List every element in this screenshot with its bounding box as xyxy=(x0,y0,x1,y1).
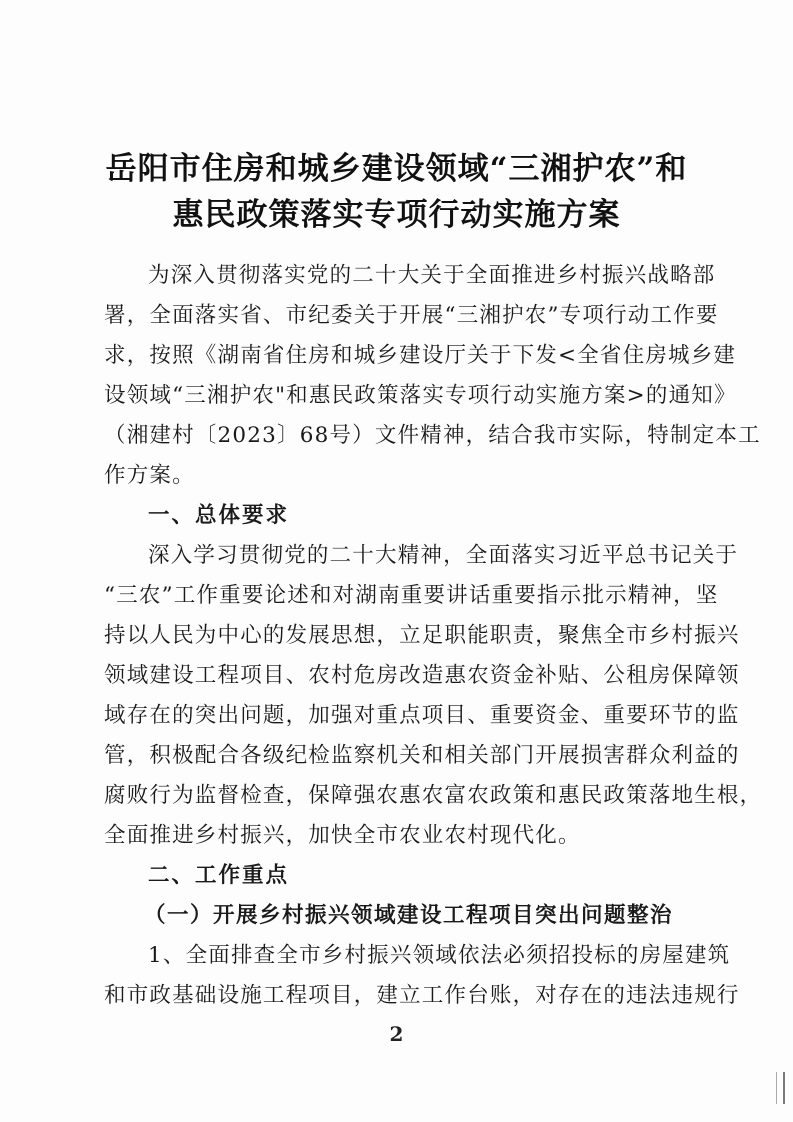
intro-paragraph-line: （湘建村〔2023〕68号）文件精神，结合我市实际，特制定本工 xyxy=(104,423,761,448)
section1-paragraph-line: 域存在的突出问题，加强对重点项目、重要资金、重要环节的监 xyxy=(104,703,740,728)
intro-paragraph-line: 署，全面落实省、市纪委关于开展“三湘护农”专项行动工作要 xyxy=(104,303,719,328)
item1-paragraph-line: 和市政基础设施工程项目，建立工作台账，对存在的违法违规行 xyxy=(104,983,740,1008)
section1-paragraph-line: 深入学习贯彻党的二十大精神，全面落实习近平总书记关于 xyxy=(148,543,739,568)
intro-paragraph-line: 设领域“三湘护农"和惠民政策落实专项行动实施方案>的通知》 xyxy=(104,383,737,408)
subsection-heading-rural-projects: （一）开展乡村振兴领域建设工程项目突出问题整治 xyxy=(144,903,674,928)
section1-paragraph-line: 领域建设工程项目、农村危房改造惠农资金补贴、公租房保障领 xyxy=(104,663,740,688)
intro-paragraph-line: 作方案。 xyxy=(104,463,195,488)
section1-paragraph-line: 持以人民为中心的发展思想，立足职能职责，聚焦全市乡村振兴 xyxy=(104,623,740,648)
section1-paragraph-line: 全面推进乡村振兴，加快全市农业农村现代化。 xyxy=(104,823,581,848)
section1-paragraph-line: “三农”工作重要论述和对湖南重要讲话重要指示批示精神，坚 xyxy=(104,583,719,608)
intro-paragraph-line: 为深入贯彻落实党的二十大关于全面推进乡村振兴战略部 xyxy=(148,263,716,288)
section1-paragraph-line: 腐败行为监督检查，保障强农惠农富农政策和惠民政策落地生根， xyxy=(104,783,763,808)
section1-paragraph-line: 管，积极配合各级纪检监察机关和相关部门开展损害群众利益的 xyxy=(104,743,740,768)
scan-edge-mark xyxy=(776,1072,785,1104)
item1-paragraph-line: 1、全面排查全市乡村振兴领域依法必须招投标的房屋建筑 xyxy=(148,943,731,968)
document-title-line-2: 惠民政策落实专项行动实施方案 xyxy=(172,197,621,233)
section-heading-work-priorities: 二、工作重点 xyxy=(148,863,290,888)
page-number: 2 xyxy=(389,1022,404,1046)
intro-paragraph-line: 求，按照《湖南省住房和城乡建设厅关于下发<全省住房城乡建 xyxy=(104,343,737,368)
document-title-line-1: 岳阳市住房和城乡建设领域“三湘护农”和 xyxy=(105,151,688,187)
section-heading-general-requirements: 一、总体要求 xyxy=(148,503,290,528)
